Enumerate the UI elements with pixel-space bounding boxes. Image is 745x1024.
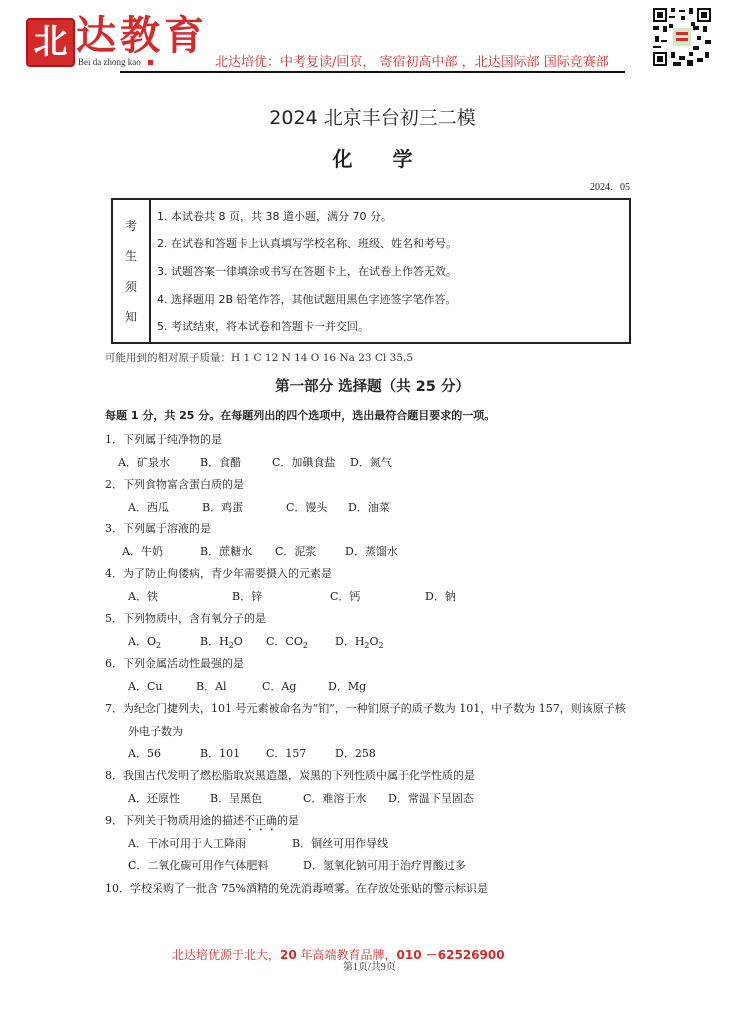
option: D．$H_2O_2$ <box>335 635 384 651</box>
question-stem: 5．下列物质中，含有氧分子的是 <box>105 612 266 625</box>
notice-label <box>113 200 151 342</box>
option: A．牛奶 <box>122 545 163 558</box>
option: B．呈黑色 <box>210 792 263 805</box>
notice-box <box>111 198 631 344</box>
stem-text: 的是 <box>277 814 299 827</box>
option: C．Ag <box>262 680 297 693</box>
qr-code-icon <box>653 8 711 66</box>
option: B．$H_2O$ <box>200 635 243 651</box>
option: C．难溶于水 <box>303 792 367 805</box>
exam-date: 2024．05 <box>590 182 630 193</box>
question-stem: 2．下列食物富含蛋白质的是 <box>105 478 244 491</box>
header-rule <box>120 71 625 73</box>
option: D．氢氧化钠可用于治疗胃酸过多 <box>303 859 466 872</box>
notice-item: 2. 在试卷和答题卡上认真填写学校名称、班级、姓名和考号。 <box>157 237 457 251</box>
notice-label-char: 须 <box>124 279 137 294</box>
notice-label-char: 生 <box>124 249 137 264</box>
option: D．油菜 <box>348 501 390 514</box>
option: B．Al <box>196 680 227 693</box>
footer-bold: 20 <box>280 948 297 962</box>
header-slogan: 北达培优：中考复读/回京， 寄宿初高中部 ，北达国际部 国际竞赛部 <box>215 55 609 70</box>
option: A．矿泉水 <box>118 456 170 469</box>
option: C．$CO_2$ <box>266 635 308 651</box>
question-stem: 3．下列属于溶液的是 <box>105 522 211 535</box>
logo-mark: 北 <box>26 18 75 67</box>
question-stem: 1．下列属于纯净物的是 <box>105 433 222 446</box>
option: A．西瓜 <box>128 501 169 514</box>
question-stem: 10．学校采购了一批含 75%酒精的免洗消毒喷雾。在存放处张贴的警示标识是 <box>105 882 488 895</box>
question-stem-continued: 外电子数为 <box>128 725 183 738</box>
option: D．钠 <box>425 590 456 603</box>
logo-subtitle: Bei da zhong kao <box>78 57 141 67</box>
stem-emphasis: 不正确 <box>244 814 277 827</box>
footer-text: 北达培优源于北大， <box>172 948 281 962</box>
option: A．Cu <box>128 680 163 693</box>
notice-items <box>151 200 629 342</box>
atomic-masses: 可能用到的相对原子质量：H 1 C 12 N 14 O 16 Na 23 Cl 35.5 <box>105 352 414 364</box>
option: B．蔗糖水 <box>200 545 253 558</box>
option: D．258 <box>335 747 376 760</box>
notice-item: 3. 试题答案一律填涂或书写在答题卡上，在试卷上作答无效。 <box>157 264 457 278</box>
logo-square-icon <box>148 60 153 65</box>
question-stem: 6．下列金属活动性最强的是 <box>105 657 244 670</box>
option: D．Mg <box>328 680 367 693</box>
option: C．馒头 <box>286 501 328 514</box>
notice-label-char: 知 <box>124 310 137 325</box>
option: C．二氧化碳可用作气体肥料 <box>128 859 269 872</box>
option: B．鸡蛋 <box>202 501 244 514</box>
option: B．锌 <box>232 590 263 603</box>
exam-subject: 化学 <box>332 147 453 171</box>
option: C．加碘食盐 <box>272 456 336 469</box>
question-stem: 4．为了防止佝偻病，青少年需要摄入的元素是 <box>105 567 332 580</box>
logo-text: 达教育 <box>76 12 208 59</box>
section-title: 第一部分 选择题（共 25 分） <box>275 379 470 395</box>
option: D．常温下呈固态 <box>388 792 474 805</box>
option: C．钙 <box>330 590 361 603</box>
option: C．泥浆 <box>275 545 317 558</box>
option: B．铜丝可用作导线 <box>292 837 389 850</box>
footer-text: 年高端教育品牌， <box>296 948 397 962</box>
option: D．氮气 <box>350 456 392 469</box>
option: A．干冰可用于人工降雨 <box>128 837 246 850</box>
exam-title: 2024 北京丰台初三二模 <box>269 107 476 129</box>
option: A．铁 <box>128 590 158 603</box>
notice-item: 4. 选择题用 2B 铅笔作答，其他试题用黑色字迹签字笔作答。 <box>157 292 457 306</box>
option: A．56 <box>128 747 161 760</box>
option: A．$O_2$ <box>128 635 162 651</box>
option: A．还原性 <box>128 792 180 805</box>
option: B．101 <box>200 747 241 760</box>
stem-text: 9．下列关于物质用途的描述 <box>105 814 244 827</box>
footer-ad <box>172 946 505 963</box>
option: C．157 <box>266 747 307 760</box>
section-instruction: 每题 1 分，共 25 分。在每题列出的四个选项中，选出最符合题目要求的一项。 <box>105 409 496 422</box>
option: B．食醋 <box>200 456 242 469</box>
footer-phone: 010 －62526900 <box>396 948 505 962</box>
option: D．蒸馏水 <box>345 545 398 558</box>
question-stem <box>105 812 299 834</box>
notice-item: 1. 本试卷共 8 页，共 38 道小题，满分 70 分。 <box>157 209 392 223</box>
notice-item: 5. 考试结束，将本试卷和答题卡一并交回。 <box>157 320 369 334</box>
question-stem: 7．为纪念门捷列夫，101 号元素被命名为“钔”，一种钔原子的质子数为 101，中子数为 157，则该原子核 <box>105 702 626 715</box>
page-number: 第1页/共9页 <box>343 962 396 973</box>
notice-label-char: 考 <box>124 218 137 233</box>
question-stem: 8．我国古代发明了燃松脂取炭黑造墨，炭黑的下列性质中属于化学性质的是 <box>105 769 475 782</box>
